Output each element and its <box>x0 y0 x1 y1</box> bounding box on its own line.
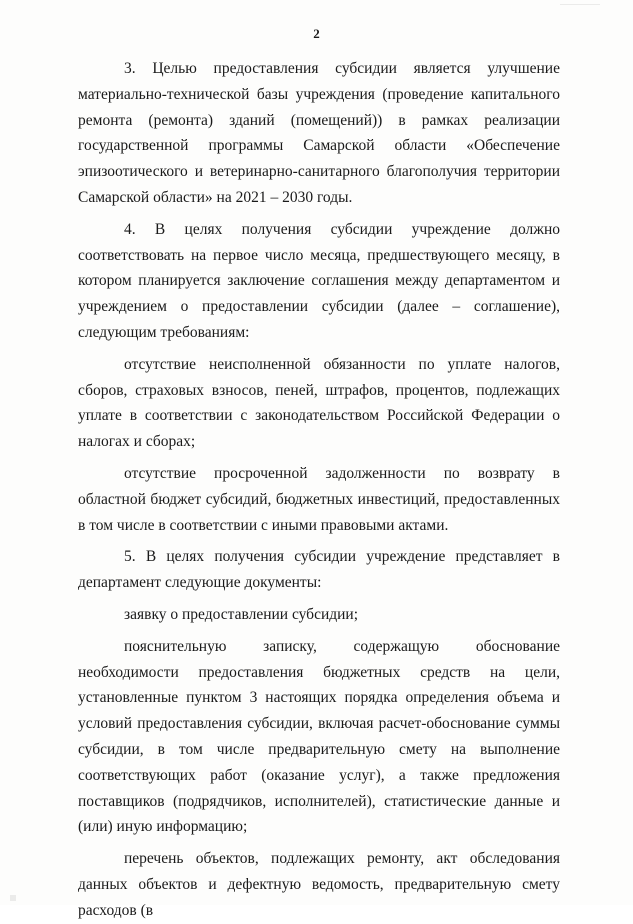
paragraph-item-4: 4. В целях получения субсидии учреждение должно соответствовать на первое число месяца, предшествующего месяцу, в котором планируется заключение соглашения между департаментом и учреждением о предоставлении субсидии (далее – соглашение), следующим требованиям: <box>78 220 560 341</box>
paragraph-item-5: 5. В целях получения субсидии учреждение представляет в департамент следующие документы: <box>78 548 560 592</box>
document-body <box>78 56 560 924</box>
paragraph-doc-explanatory-note: пояснительную записку, содержащую обоснование необходимости предоставления бюджетных средств на цели, установленные пунктом 3 настоящих порядка определения объема и условий предоставления субсидии, включая расчет-обоснование суммы субсидии, в том числе предварительную смету на выполнение соответствующих работ (оказание услуг), а также предложения поставщиков (подрядчиков, исполнителей), статистические данные и (или) иную информацию; <box>78 637 560 836</box>
paragraph-doc-object-list: перечень объектов, подлежащих ремонту, акт обследования данных объектов и дефектную ведомость, предварительную смету расходов (в <box>78 850 560 919</box>
scan-speck <box>560 4 600 5</box>
paragraph-requirement-taxes: отсутствие неисполненной обязанности по уплате налогов, сборов, страховых взносов, пеней, штрафов, процентов, подлежащих уплате в соответствии с законодательством Российской Федерации о налогах и сборах; <box>78 355 560 451</box>
page-number: 2 <box>313 26 320 41</box>
scan-speck <box>10 895 16 901</box>
paragraph-requirement-debt: отсутствие просроченной задолженности по возврату в областной бюджет субсидий, бюджетных инвестиций, предоставленных в том числе в соответствии с иными правовыми актами. <box>78 464 560 534</box>
paragraph-doc-application: заявку о предоставлении субсидии; <box>124 605 359 623</box>
paragraph-item-3: 3. Целью предоставления субсидии является улучшение материально-технической базы учреждения (проведение капитального ремонта (ремонта) зданий (помещений)) в рамках реализации государственной программы Самарской области «Обеспечение эпизоотического и ветеринарно-санитарного благополучия территории Самарской области» на 2021 – 2030 годы. <box>78 60 560 206</box>
